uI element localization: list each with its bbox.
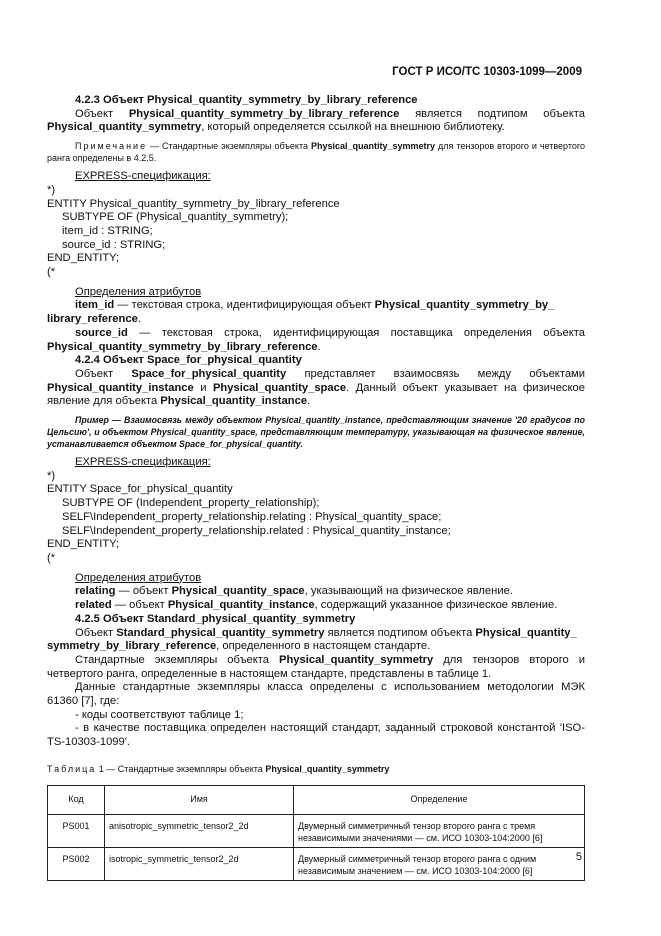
paragraph-4-2-3: Объект Physical_quantity_symmetry_by_library_reference является подтипом объекта Physical_quantity_symmetry, который определяется ссылкой на внешнюю библиотеку. (47, 107, 585, 134)
table-cell-name: anisotropic_symmetric_tensor2_2d (105, 814, 294, 847)
list-item: - коды соответствуют таблице 1; (75, 708, 244, 721)
table-cell-code: PS001 (48, 814, 105, 847)
page-number: 5 (575, 851, 582, 863)
express-label: EXPRESS-спецификация: (75, 456, 211, 469)
column-header-definition: Определение (294, 785, 585, 814)
attribute-relating: relating — объект Physical_quantity_space, указывающий на физическое явление. (75, 585, 513, 598)
column-header-code: Код (48, 785, 105, 814)
section-heading-4-2-5: 4.2.5 Объект Standard_physical_quantity_symmetry (75, 612, 356, 625)
paragraph-4-2-5-b: Стандартные экземпляры объекта Physical_quantity_symmetry для тензоров второго и четвертого ранга, определенные в настоящем стандарте, представлены в таблице 1. (47, 653, 585, 680)
page-content (47, 94, 585, 881)
table-cell-code: PS002 (48, 847, 105, 880)
attributes-label: Определения атрибутов (75, 571, 202, 584)
table-cell-name: isotropic_symmetric_tensor2_2d (105, 847, 294, 880)
table-row (48, 847, 585, 880)
running-header: ГОСТ Р ИСО/ТС 10303-1099—2009 (392, 66, 582, 78)
section-heading-4-2-3: 4.2.3 Объект Physical_quantity_symmetry_by_library_reference (75, 94, 418, 106)
table-cell-definition: Двумерный симметричный тензор второго ранга с одним независимым значением — см. ИСО 10303-104:2000 [6] (294, 847, 585, 880)
attribute-item-id: item_id — текстовая строка, идентифицирующая объект Physical_quantity_symmetry_by_ library_reference. (47, 299, 555, 326)
section-heading-4-2-4: 4.2.4 Объект Space_for_physical_quantity (75, 354, 302, 367)
note-4-2-3: Примечание — Стандартные экземпляры объекта Physical_quantity_symmetry для тензоров второго и четвертого ранга определены в 4.2.5. (47, 141, 585, 164)
attribute-related: related — объект Physical_quantity_instance, содержащий указанное физическое явление. (75, 599, 558, 612)
express-label: EXPRESS-спецификация: (75, 170, 211, 183)
express-code: *) ENTITY Space_for_physical_quantity SUBTYPE OF (Independent_property_relationship); SELF\Independent_property_relationship.relating : Physical_quantity_space; SELF\Independent_property_relationship.related : Physical_quantity_instance; END_ENTITY; (* (47, 469, 451, 564)
table-row (48, 814, 585, 847)
example-4-2-4: Пример — Взаимосвязь между объектом Physical_quantity_instance, представляющим значение '20 градусов по Цельсию', и объектом Physical_quantity_space, представляющим температуру, указывающая на физическое явление, устанавливается объектом Space_for_physical_quantity. (47, 415, 585, 450)
attribute-source-id: source_id — текстовая строка, идентифицирующая поставщика определения объекта Physical_quantity_symmetry_by_library_reference. (47, 326, 585, 353)
table-caption: Таблица 1 — Стандартные экземпляры объекта Physical_quantity_symmetry (47, 763, 390, 774)
list-item: - в качестве поставщика определен настоящий стандарт, заданный строковой константой 'ISO-TS-10303-1099'. (47, 722, 585, 749)
attributes-label: Определения атрибутов (75, 285, 202, 298)
standard-instances-table (47, 785, 585, 881)
table-cell-definition: Двумерный симметричный тензор второго ранга с тремя независимыми значениями — см. ИСО 10303-104:2000 [6] (294, 814, 585, 847)
express-code: *) ENTITY Physical_quantity_symmetry_by_library_reference SUBTYPE OF (Physical_quantity_symmetry); item_id : STRING; source_id : STRING; END_ENTITY; (* (47, 183, 340, 279)
column-header-name: Имя (105, 785, 294, 814)
paragraph-4-2-5-c: Данные стандартные экземпляры класса определены с использованием методологии МЭК 61360 [7], где: (47, 681, 585, 708)
paragraph-4-2-4: Объект Space_for_physical_quantity представляет взаимосвязь между объектами Physical_quantity_instance и Physical_quantity_space. Данный объект указывает на физическое явление для объекта Physical_quantity_instance. (47, 367, 585, 408)
paragraph-4-2-5-a: Объект Standard_physical_quantity_symmetry является подтипом объекта Physical_quantity_ symmetry_by_library_reference, определенного в настоящем стандарте. (47, 626, 577, 653)
table-header-row (48, 785, 585, 814)
